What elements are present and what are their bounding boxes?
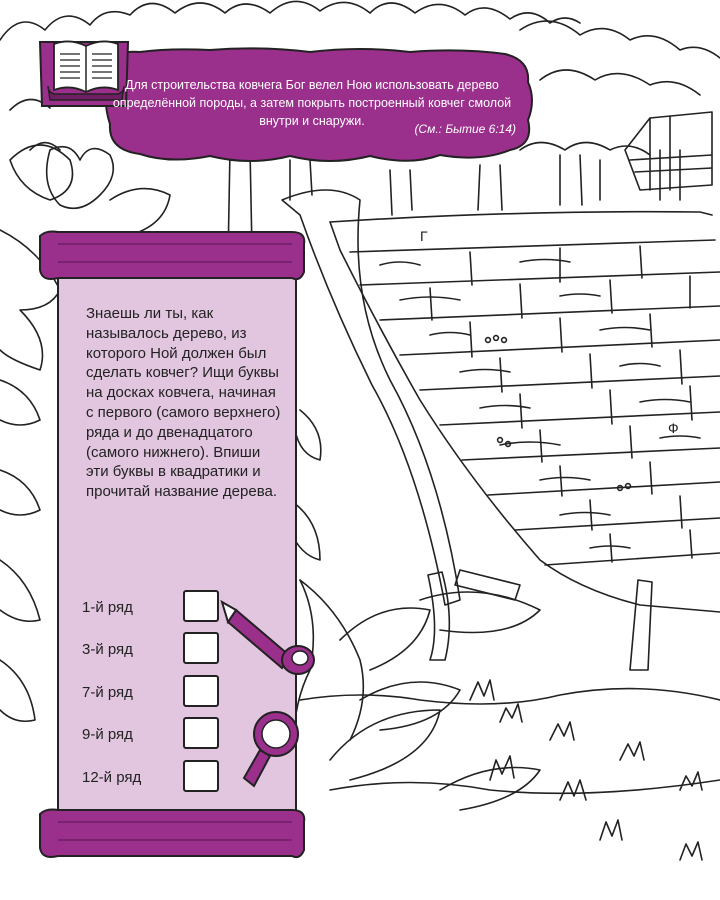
verse-text: Для строительства ковчега Бог велел Ною использовать дерево определённой породы, а затем покрыть построенный ковчег смолой внутри и снаружи. xyxy=(112,78,512,128)
row-label-7: 7-й ряд xyxy=(82,684,133,701)
board-letter: Г xyxy=(420,228,428,244)
task-text: Знаешь ли ты, как называлось дерево, из которого Ной должен был сделать ковчег? Ищи буквы на досках ковчега, начиная с первого (самого верхнего) ряда и до двенадцатого (самого нижнего). Впиши эти буквы в квадратики и прочитай название дерева. xyxy=(86,305,281,501)
answer-box-row-7[interactable] xyxy=(183,675,219,707)
answer-box-row-9[interactable] xyxy=(183,717,219,749)
row-label-12: 12-й ряд xyxy=(82,769,142,786)
row-label-9: 9-й ряд xyxy=(82,726,133,743)
board-letter: Ф xyxy=(668,420,679,436)
answer-box-row-3[interactable] xyxy=(183,632,219,664)
row-label-3: 3-й ряд xyxy=(82,641,133,658)
answer-box-row-1[interactable] xyxy=(183,590,219,622)
verse-reference: (См.: Бытие 6:14) xyxy=(414,122,516,136)
answer-box-row-12[interactable] xyxy=(183,760,219,792)
row-label-1: 1-й ряд xyxy=(82,599,133,616)
